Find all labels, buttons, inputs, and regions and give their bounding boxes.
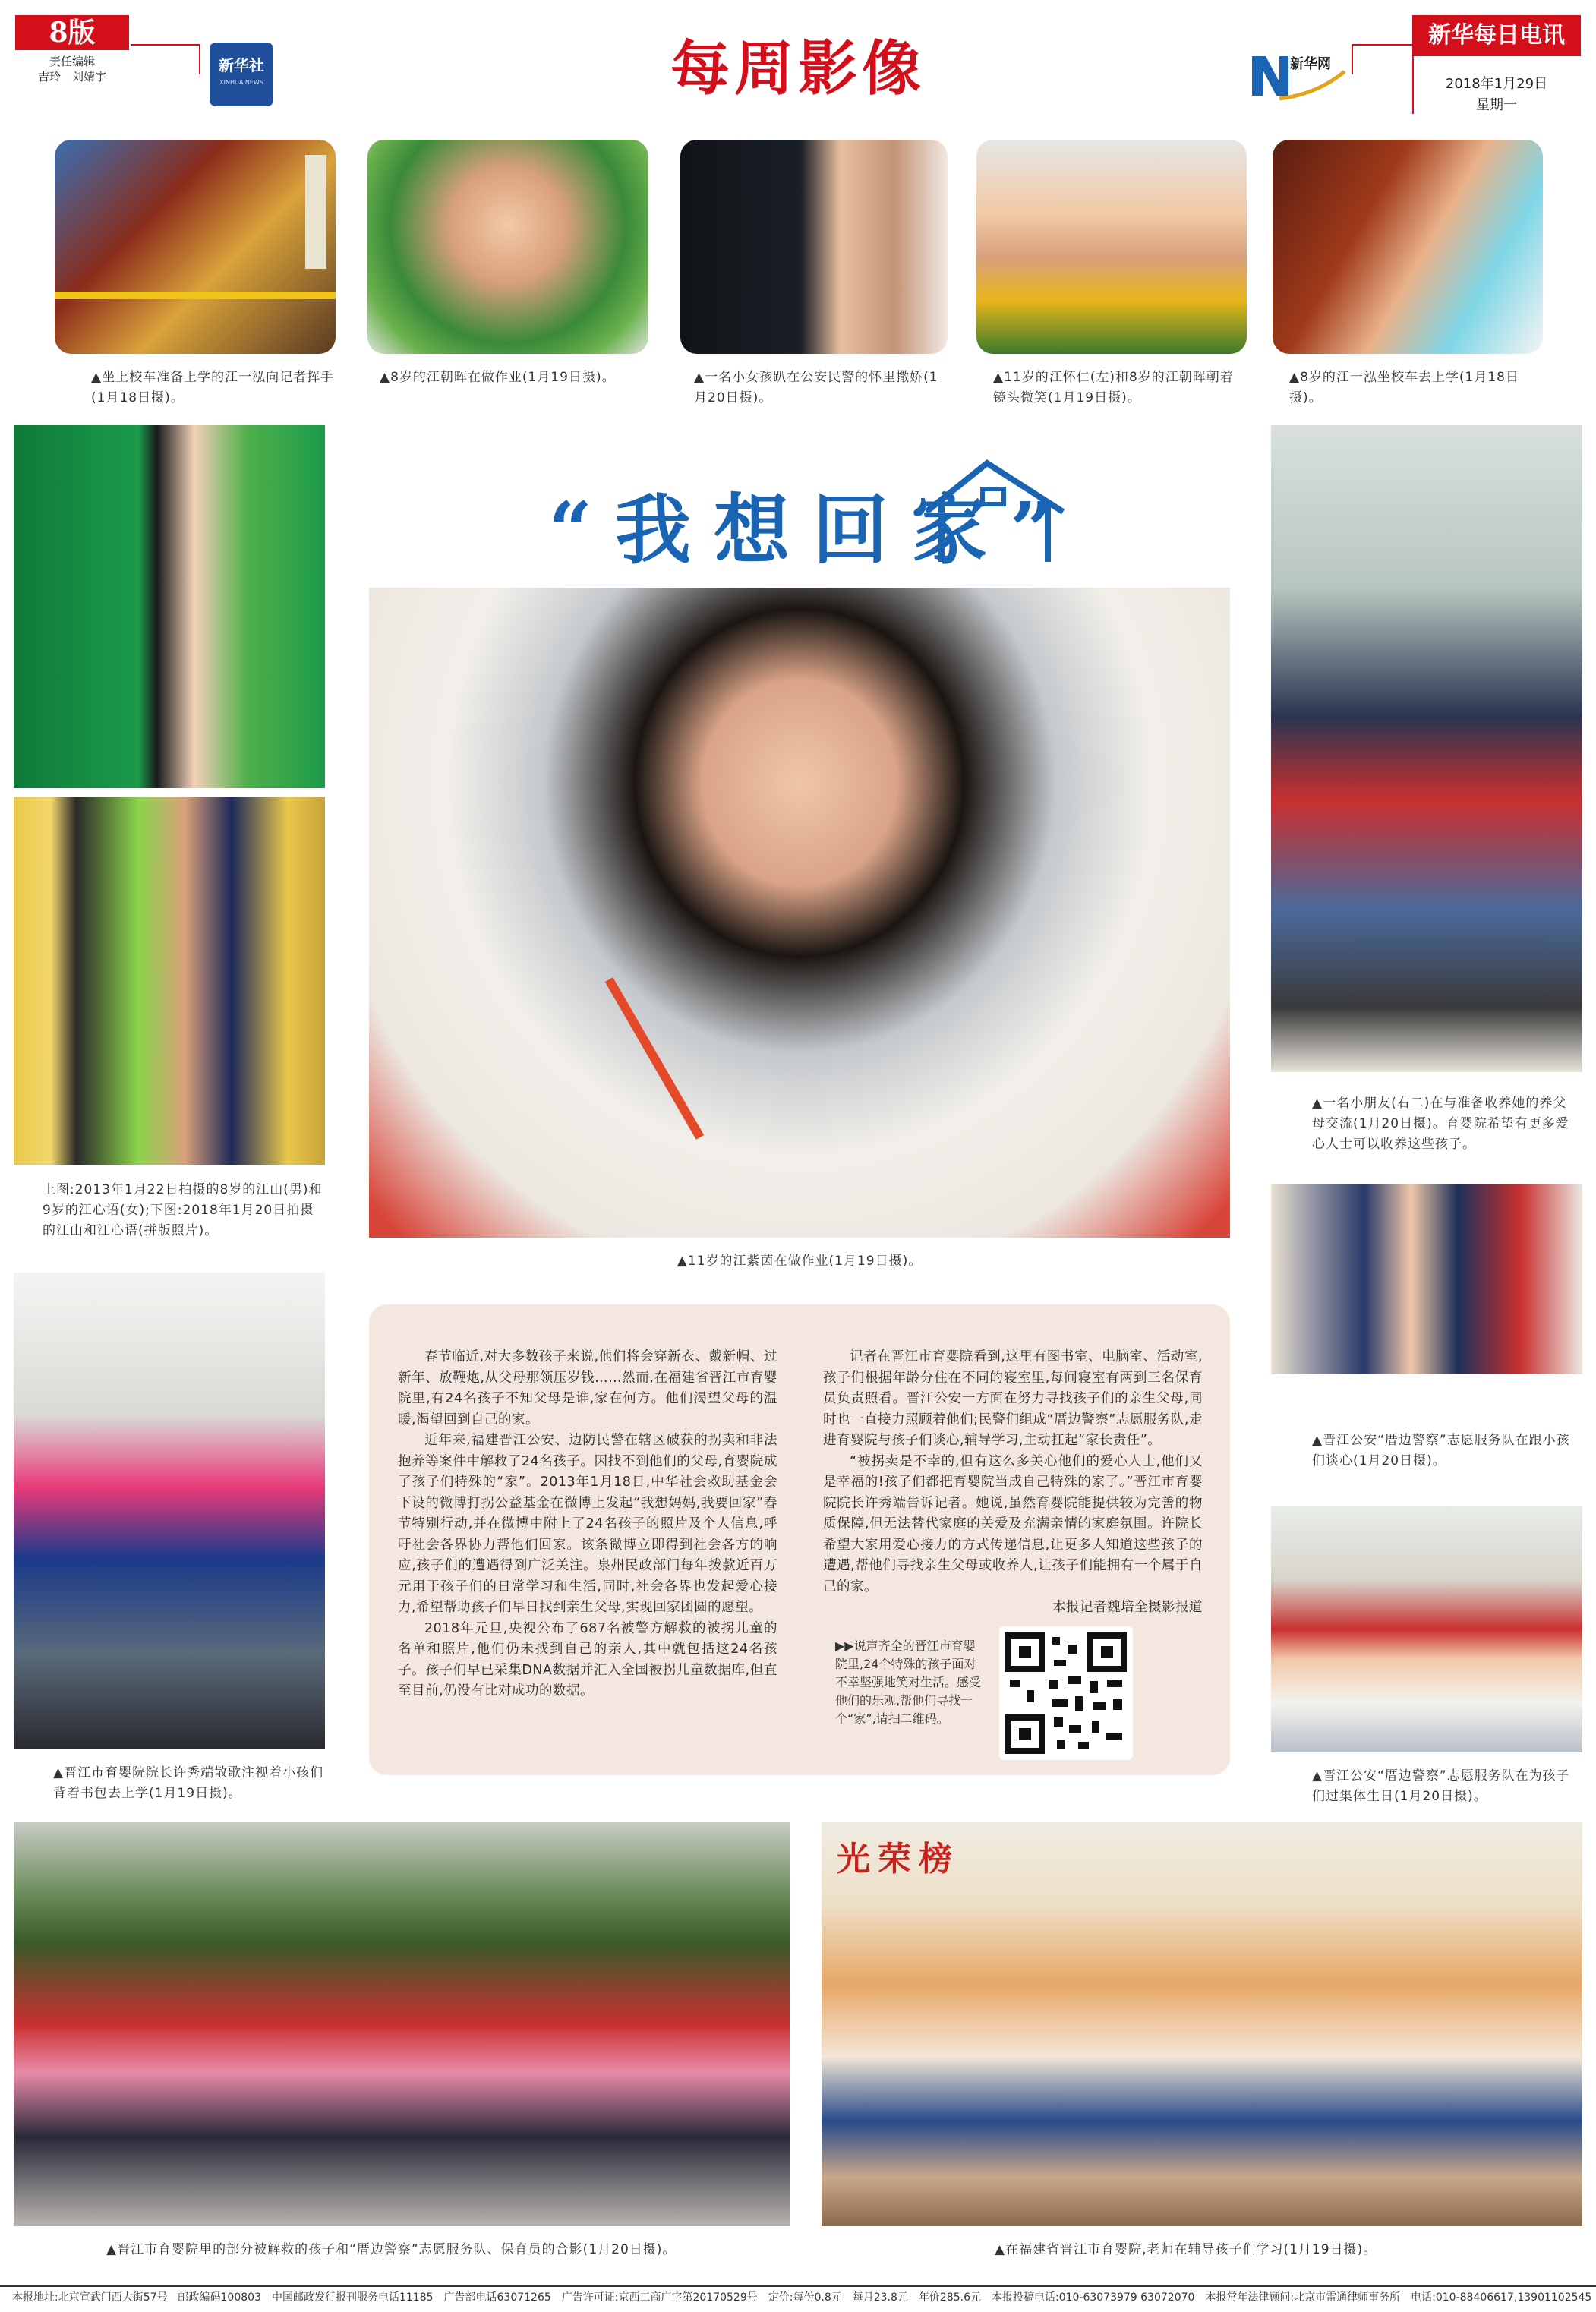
caption-bottom-right: ▲在福建省晋江市育婴院,老师在辅导孩子们学习(1月19日摄)。 bbox=[995, 2242, 1377, 2257]
caption-left-hall: ▲晋江市育婴院院长许秀端散歌注视着小孩们背着书包去上学(1月19日摄)。 bbox=[53, 1765, 324, 1801]
photo-police-chat bbox=[1271, 1184, 1582, 1374]
article-paragraph: 近年来,福建晋江公安、边防民警在辖区破获的拐卖和非法抱养等案件中解救了24名孩子。因找不到他们的父母,育婴院成了孩子们特殊的“家”。2013年1月18日,中华社会救助基金会下设的微博打拐公益基金在微博上发起“我想妈妈,我要回家”春节特别行动,并在微博中附上了24名孩子的照片及个人信息,呼吁社会各界协力帮他们回家。该条微博立即得到社会各方的响应,孩子们的遭遇得到广泛关注。泉州民政部门每年拨款近百万元用于孩子们的日常学习和生活,同时,社会各界也发起爱心接力,希望帮助孩子们早日找到亲生父母,实现回家团圆的愿望。 bbox=[398, 1433, 777, 1615]
photo-hallway bbox=[14, 1273, 325, 1749]
article-column-2 bbox=[823, 1347, 1203, 1619]
photo-classroom: 光荣榜 bbox=[822, 1822, 1582, 2226]
caption-top-1: ▲坐上校车准备上学的江一泓向记者挥手(1月18日摄)。 bbox=[91, 370, 335, 405]
editor-names: 吉玲 刘婧宇 bbox=[37, 70, 106, 84]
caption-right-mid: ▲晋江公安“厝边警察”志愿服务队在跟小孩们谈心(1月20日摄)。 bbox=[1312, 1433, 1570, 1468]
caption-top-2: ▲8岁的江朝晖在做作业(1月19日摄)。 bbox=[380, 370, 616, 385]
caption-bottom-left: ▲晋江市育婴院里的部分被解救的孩子和“厝边警察”志愿服务队、保育员的合影(1月20日摄)。 bbox=[106, 2242, 677, 2257]
article-paragraph: 春节临近,对大多数孩子来说,他们将会穿新衣、戴新帽、过新年、放鞭炮,从父母那领压岁钱……然而,在福建省晋江市育婴院里,有24名孩子不知父母是谁,家在何方。他们渴望父母的温暖,渴望回到自己的家。 bbox=[398, 1349, 777, 1427]
qr-note bbox=[835, 1637, 987, 1728]
page-number: 8版 bbox=[15, 15, 129, 50]
editor-label: 责任编辑 bbox=[49, 55, 95, 68]
photo-girl-homework bbox=[369, 588, 1230, 1238]
footer-info: 本报地址:北京宣武门西大街57号 邮政编码100803 中国邮政发行报刊服务电话11185 广告部电话63071265 广告许可证:京西工商广字第20170529号 定价:每份0.8元 每月23.8元 年价285.6元 本报投稿电话:010-63073979 63072070 本报常年法律顾问:北京市雷通律师事务所 电话:010-88406617,13901102545 bbox=[0, 2285, 1596, 2307]
caption-left-doors: 上图:2013年1月22日拍摄的8岁的江山(男)和9岁的江心语(女);下图:2018年1月20日拍摄的江山和江心语(拼版照片)。 bbox=[43, 1182, 323, 1238]
qr-code-graphic bbox=[999, 1626, 1133, 1760]
caption-top-5: ▲8岁的江一泓坐校车去上学(1月18日摄)。 bbox=[1289, 370, 1519, 405]
brand: 新华每日电讯 bbox=[1412, 15, 1581, 56]
photo-group bbox=[14, 1822, 790, 2226]
news-logo bbox=[1249, 49, 1348, 102]
arrow-icon: ▶▶ bbox=[835, 1639, 854, 1653]
photo-two-boys bbox=[976, 140, 1247, 354]
article-byline: 本报记者魏培全摄影报道 bbox=[1052, 1600, 1203, 1615]
photo-door-2013 bbox=[14, 425, 325, 788]
header-rule-right-drop bbox=[1352, 44, 1353, 74]
article-paragraph: 记者在晋江市育婴院看到,这里有图书室、电脑室、活动室,孩子们根据年龄分住在不同的寝室里,每间寝室有两到三名保育员负责照看。晋江公安一方面在努力寻找孩子们的亲生父母,同时也一直接力照顾着他们;民警们组成“厝边警察”志愿服务队,走进育婴院与孩子们谈心,辅导学习,主动扛起“家长责任”。 bbox=[823, 1349, 1203, 1448]
article-box bbox=[369, 1304, 1230, 1775]
photo-boy-book bbox=[1273, 140, 1543, 354]
xinhua-logo-text: 新华社 bbox=[219, 56, 264, 74]
qr-code-icon[interactable] bbox=[999, 1626, 1133, 1760]
photo-adoption-meeting bbox=[1271, 425, 1582, 1072]
caption-top-4: ▲11岁的江怀仁(左)和8岁的江朝晖朝着镜头微笑(1月19日摄)。 bbox=[993, 370, 1234, 405]
photo-school-bus bbox=[55, 140, 336, 354]
news-logo-text: 新华网 bbox=[1290, 56, 1331, 72]
header-rule-right bbox=[1352, 44, 1412, 46]
article-paragraph: 2018年元旦,央视公布了687名被警方解救的被拐儿童的名单和照片,他们仍未找到自己的亲人,其中就包括这24名孩子。孩子们早已采集DNA数据并汇入全国被拐儿童数据库,但直至目前,仍没有比对成功的数据。 bbox=[398, 1620, 777, 1699]
xinhua-logo-en: XINHUA NEWS bbox=[219, 79, 263, 86]
feature-title-text: “我想回家” bbox=[548, 485, 1077, 575]
caption-right-bottom: ▲晋江公安“厝边警察”志愿服务队在为孩子们过集体生日(1月20日摄)。 bbox=[1312, 1768, 1570, 1804]
caption-top-3: ▲一名小女孩趴在公安民警的怀里撒娇(1月20日摄)。 bbox=[694, 370, 938, 405]
photo-door-2018 bbox=[14, 797, 325, 1165]
caption-right-top: ▲一名小朋友(右二)在与准备收养她的养父母交流(1月20日摄)。育婴院希望有更多爱心人士可以收养这些孩子。 bbox=[1312, 1096, 1569, 1152]
article-paragraph: “被拐卖是不幸的,但有这么多关心他们的爱心人士,他们又是幸福的!孩子们都把育婴院当成自己特殊的家了。”晋江市育婴院院长许秀端告诉记者。她说,虽然育婴院能提供较为完善的物质保障,但无法替代家庭的关爱及充满亲情的家庭氛围。许院长希望大家用爱心接力的方式传递信息,让更多人知道这些孩子的遭遇,帮他们寻找亲生父母或收养人,让孩子们能拥有一个属于自己的家。 bbox=[823, 1453, 1203, 1594]
photo-girl-police bbox=[680, 140, 948, 354]
article-column-1 bbox=[398, 1347, 777, 1702]
weekday: 星期一 bbox=[1476, 97, 1517, 113]
photo-birthday bbox=[1271, 1506, 1582, 1752]
date: 2018年1月29日 bbox=[1445, 76, 1548, 92]
feature-title bbox=[486, 456, 1139, 577]
caption-center-main: ▲11岁的江紫茵在做作业(1月19日摄)。 bbox=[677, 1254, 923, 1269]
qr-note-text: 说声齐全的晋江市育婴院里,24个特殊的孩子面对不幸坚强地笑对生活。感受他们的乐观,帮他们寻找一个“家”,请扫二维码。 bbox=[835, 1639, 982, 1726]
photo-boy-pencil bbox=[367, 140, 648, 354]
brand-rule bbox=[1412, 56, 1414, 114]
section-title: 每周影像 bbox=[670, 34, 926, 103]
